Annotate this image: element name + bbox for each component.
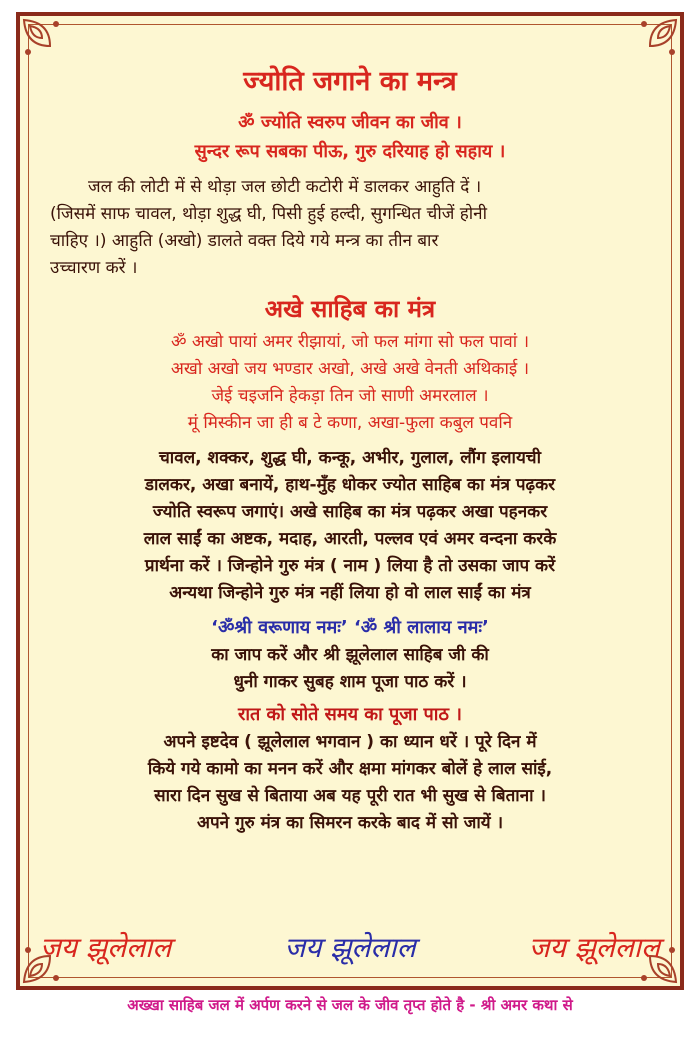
night-line: सारा दिन सुख से बिताया अब यह पूरी रात भी सुख से बिताना । [154,786,546,806]
night-line: किये गये कामो का मनन करें और क्षमा मांगकर बोलें हे लाल सांई, [147,759,553,779]
night-line: अपने इष्टदेव ( झूलेलाल भगवान ) का ध्यान धरें । पूरे दिन में [163,732,537,752]
night-line: अपने गुरु मंत्र का सिमरन करके बाद में सो जायें । [196,813,504,833]
instruction-line: चाहिए ।) आहुति (अखो) डालते वक्त दिये गये मन्त्र का तीन बार [50,231,439,251]
page-title: ज्योति जगाने का मन्त्र [243,66,457,97]
content [50,61,650,837]
akhe-mantra-line: ॐ अखो पायां अमर रीझायां, जो फल मांगा सो फल पावां । [170,332,530,352]
instruction-block [50,174,650,282]
jai-row [40,928,660,966]
instruction-line: जल की लोटी में से थोड़ा जल छोटी कटोरी में डालकर आहुति दें । [88,177,482,197]
footer-note: अख्खा साहिब जल में अर्पण करने से जल के जीव तृप्त होते है - श्री अमर कथा से [127,996,573,1014]
japa-block [50,642,650,696]
akhe-mantra-line: मूं मिस्कीन जा ही ब टे कणा, अखा-फुला कबुल पवनि [187,413,513,433]
akhe-mantra-line: जेई चइजनि हेकड़ा तिन जो साणी अमरलाल । [211,386,489,406]
jai-jhulelal-right: जय झूलेलाल [528,931,660,964]
procedure-line: प्रार्थना करें । जिन्होने गुरु मंत्र ( नाम ) लिया है तो उसका जाप करें [144,556,556,576]
guru-mantra: ‘ॐश्री वरूणाय नमः’ ‘ॐ श्री लालाय नमः’ [211,617,489,638]
procedure-line: चावल, शक्कर, शुद्ध घी, कन्कू, अभीर, गुलाल, लौंग इलायची [159,448,541,468]
mantra-line: ॐ ज्योति स्वरुप जीवन का जीव । [238,112,462,133]
night-block [50,729,650,837]
procedure-block [50,445,650,607]
night-title: रात को सोते समय का पूजा पाठ । [238,704,462,725]
procedure-line: अन्यथा जिन्होने गुरु मंत्र नहीं लिया हो वो लाल साईं का मंत्र [169,583,531,603]
japa-line: धुनी गाकर सुबह शाम पूजा पाठ करें । [233,672,467,692]
instruction-line: उच्चारण करें । [50,258,138,278]
akhe-title: अखे साहिब का मंत्र [264,295,436,323]
procedure-line: डालकर, अखा बनायें, हाथ-मुँह धोकर ज्योत साहिब का मंत्र पढ़कर [144,475,556,495]
procedure-line: ज्योति स्वरूप जगाएं। अखे साहिब का मंत्र पढ़कर अखा पहनकर [152,502,548,522]
jai-jhulelal-center: जय झूलेलाल [284,931,416,964]
jai-jhulelal-left: जय झूलेलाल [40,931,172,964]
mantra-line: सुन्दर रूप सबका पीऊ, गुरु दरियाह हो सहाय । [194,141,506,162]
mantra-block [50,108,650,166]
akhe-mantra-block [50,329,650,437]
akhe-mantra-line: अखो अखो जय भण्डार अखो, अखे अखे वेनती अथिकाई । [170,359,530,379]
page-card [16,12,684,990]
japa-line: का जाप करें और श्री झूलेलाल साहिब जी की [211,645,489,665]
instruction-line: (जिसमें साफ चावल, थोड़ा शुद्ध घी, पिसी हुई हल्दी, सुगन्धित चीजें होनी [50,204,488,224]
procedure-line: लाल साईं का अष्टक, मदाह, आरती, पल्लव एवं अमर वन्दना करके [143,529,557,549]
